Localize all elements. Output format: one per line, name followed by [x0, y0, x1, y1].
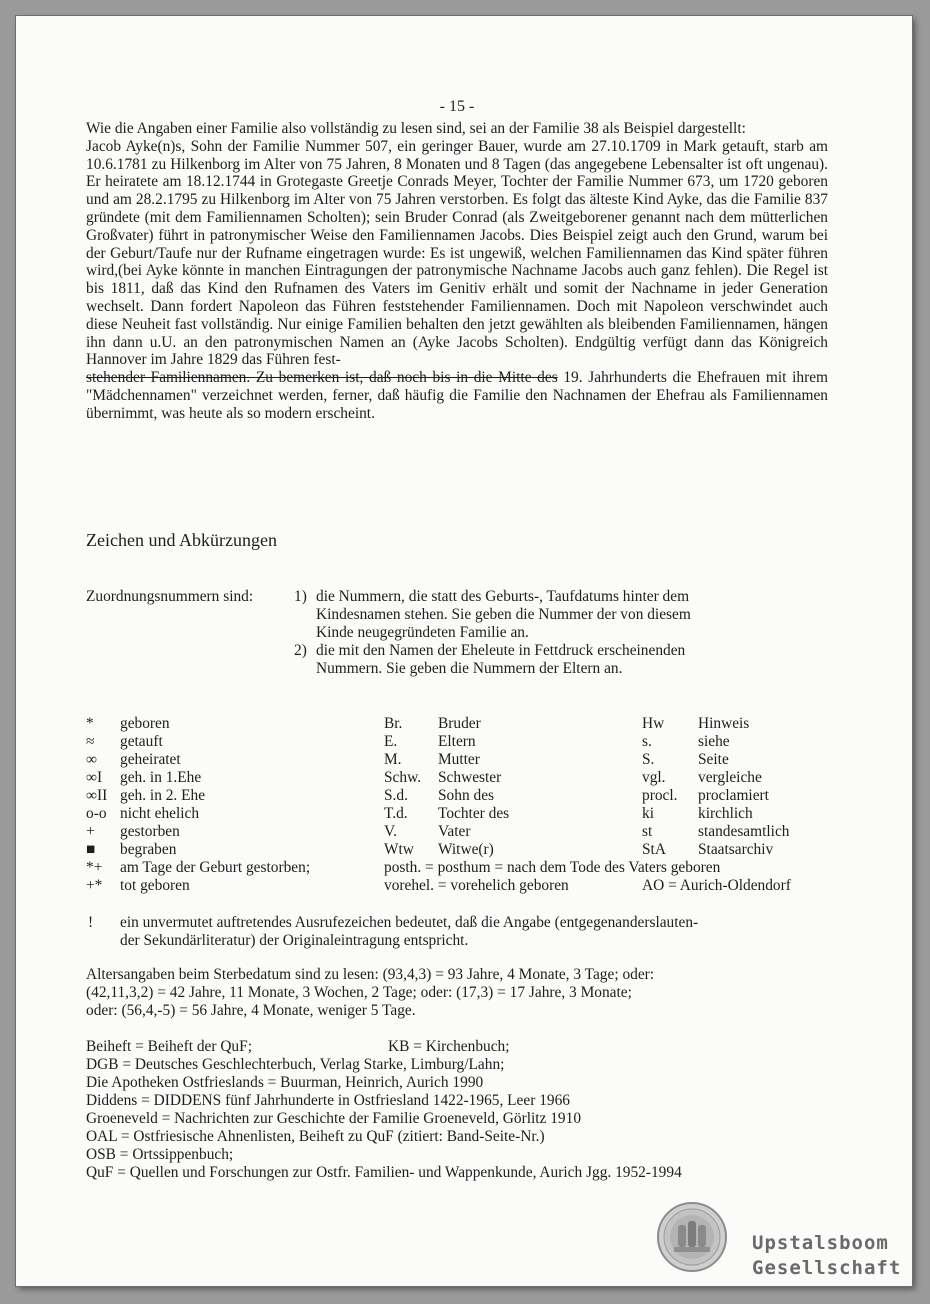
abbreviation-meaning: Witwe(r): [438, 841, 494, 858]
abbreviation-row: [86, 877, 828, 895]
genealogy-symbol: *+: [86, 859, 103, 876]
abbreviation: Hw: [642, 715, 665, 732]
assignment-item-number: 1): [294, 588, 307, 605]
intro-example-text: Jacob Ayke(n)s, Sohn der Familie Nummer 507, ein geringer Bauer, wurde am 27.10.1709 in Mark getauft, starb am 10.6.1781 zu Hilkenborg im Alter von 75 Jahren, 8 Monaten und 8 Tagen (das angegebene Lebensalter ist oft ungenau). Er heiratete am 18.12.1744 in Grotegaste Greetje Conrads Meyer, Tochter der Familie Nummer 673, um 1720 geboren und am 28.2.1795 zu Hilkenborg im Alter von 75 Jahren verstorben. Es folgt das älteste Kind Ayke, das die Familie 837 gründete (mit dem Familiennamen Scholten); sein Bruder Conrad (als Zweitgeborener genannt nach dem mütterlichen Großvater) führt in patronymischer Weise den Familiennamen Jacobs. Dies Beispiel zeigt auch den Grund, warum bei der Geburt/Taufe nur der Rufname eingetragen wurde: Es ist ungewiß, welchen Familiennamen das Kind später führen wird,(bei Ayke könnte in manchen Eintragungen der patronymische Nachname Jacobs auch ganz fehlen). Die Regel ist bis 1811, daß das Kind den Rufnamen des Vaters im Genitiv erhält und somit der Nachname in jeder Generation wechselt. Dann fordert Napoleon das Führen feststehender Familiennamen. Doch mit Napoleon verschwindet auch diese Neuheit fast vollständig. Nur einige Familien behalten den jetzt gewählten als bleibenden Familiennamen, hängen ihn dann u.U. an den patronymischen Namen an (Ayke Jacobs Scholten). Endgültig verfügt dann das Königreich Hannover im Jahre 1829 das Führen fest-: [86, 137, 828, 369]
exclamation-line: ein unvermutet auftretendes Ausrufezeichen bedeutet, daß die Angabe (entgegenanderslauten-: [120, 914, 699, 931]
abbreviation: S.d.: [384, 787, 408, 804]
assignment-line: die Nummern, die statt des Geburts-, Taufdatums hinter dem: [316, 588, 690, 605]
age-line: (42,11,3,2) = 42 Jahre, 11 Monate, 3 Wochen, 2 Tage; oder: (17,3) = 17 Jahre, 3 Monate;: [86, 984, 632, 1001]
abbreviation: s.: [642, 733, 652, 750]
assignment-item-text: [316, 588, 806, 642]
abbreviation-row: [86, 769, 828, 787]
literature-text: Beiheft = Beiheft der QuF;: [86, 1038, 252, 1055]
abbreviation: vorehel. = vorehelich geboren: [384, 877, 569, 894]
symbol-meaning: begraben: [120, 841, 177, 858]
genealogy-symbol: ≈: [86, 733, 95, 750]
symbol-meaning: geboren: [120, 715, 170, 732]
abbreviation: Schw.: [384, 769, 422, 786]
abbreviation-meaning: Bruder: [438, 715, 481, 732]
symbol-meaning: geheiratet: [120, 751, 181, 768]
genealogy-symbol: ∞II: [86, 787, 108, 804]
symbol-meaning: am Tage der Geburt gestorben;: [120, 859, 311, 876]
abbreviation-meaning: Tochter des: [438, 805, 510, 822]
symbol-meaning: gestorben: [120, 823, 180, 840]
abbreviation-meaning: Staatsarchiv: [698, 841, 774, 858]
society-name-line: Gesellschaft: [752, 1257, 902, 1279]
abbreviation-meaning: Mutter: [438, 751, 480, 768]
genealogy-symbol: *: [86, 715, 94, 732]
symbol-meaning: geh. in 1.Ehe: [120, 769, 202, 786]
age-line: oder: (56,4,-5) = 56 Jahre, 4 Monate, weniger 5 Tage.: [86, 1002, 416, 1019]
genealogy-symbol: +: [86, 823, 95, 840]
abbreviation: M.: [384, 751, 402, 768]
literature-entry: Groeneveld = Nachrichten zur Geschichte der Familie Groeneveld, Görlitz 1910: [86, 1110, 582, 1127]
abbreviation-row: [86, 841, 828, 859]
literature-entry: QuF = Quellen und Forschungen zur Ostfr. Familien- und Wappenkunde, Aurich Jgg. 1952-1994: [86, 1164, 682, 1181]
abbreviation: AO = Aurich-Oldendorf: [642, 877, 791, 894]
exclamation-line: der Sekundärliteratur) der Originaleintragung entspricht.: [120, 932, 469, 949]
assignment-label: Zuordnungsnummern sind:: [86, 588, 254, 605]
abbreviation-row: [86, 805, 828, 823]
symbol-meaning: tot geboren: [120, 877, 190, 894]
intro-paragraph: [86, 120, 828, 423]
abbreviation: st: [642, 823, 653, 840]
abbreviation: T.d.: [384, 805, 408, 822]
literature-entry: Diddens = DIDDENS fünf Jahrhunderte in Ostfriesland 1422-1965, Leer 1966: [86, 1092, 570, 1109]
abbreviation-row: [86, 787, 828, 805]
symbol-meaning: nicht ehelich: [120, 805, 200, 822]
section-title: Zeichen und Abkürzungen: [86, 530, 277, 550]
genealogy-symbol: +*: [86, 877, 103, 894]
abbreviation: Wtw: [384, 841, 414, 858]
abbreviation: vgl.: [642, 769, 666, 786]
literature-text: KB = Kirchenbuch;: [388, 1038, 510, 1055]
abbreviation-row: [86, 715, 828, 733]
abbreviation-meaning: siehe: [698, 733, 730, 750]
society-name: [752, 1231, 912, 1281]
assignment-line: Kinde neugegründeten Familie an.: [316, 624, 529, 641]
abbreviation-row: [86, 823, 828, 841]
literature-entry: Die Apotheken Ostfrieslands = Buurman, Heinrich, Aurich 1990: [86, 1074, 484, 1091]
literature-entry: OAL = Ostfriesische Ahnenlisten, Beiheft zu QuF (zitiert: Band-Seite-Nr.): [86, 1128, 545, 1145]
abbreviation-meaning: Vater: [438, 823, 471, 840]
abbreviation-row: [86, 733, 828, 751]
assignment-line: Kindesnamen stehen. Sie geben die Nummer der von diesem: [316, 606, 691, 623]
genealogy-symbol: ∞I: [86, 769, 103, 786]
intro-lead: Wie die Angaben einer Familie also vollständig zu lesen sind, sei an der Familie 38 als Beispiel dargestellt:: [86, 120, 746, 137]
abbreviation-meaning: Sohn des: [438, 787, 495, 804]
abbreviation-meaning: proclamiert: [698, 787, 769, 804]
society-seal-icon: [656, 1201, 728, 1273]
assignment-line: die mit den Namen der Eheleute in Fettdruck erscheinenden: [316, 642, 686, 659]
literature-entry: DGB = Deutsches Geschlechterbuch, Verlag Starke, Limburg/Lahn;: [86, 1056, 505, 1073]
abbreviation: posth. = posthum = nach dem Tode des Vaters geboren: [384, 859, 721, 876]
exclamation-text: [120, 914, 820, 950]
abbreviation-meaning: kirchlich: [698, 805, 753, 822]
exclamation-symbol: !: [88, 914, 94, 931]
abbreviation-meaning: standesamtlich: [698, 823, 790, 840]
intro-example: [86, 138, 828, 423]
genealogy-symbol: ∞: [86, 751, 97, 768]
abbreviation: V.: [384, 823, 397, 840]
abbreviation: E.: [384, 733, 398, 750]
genealogy-symbol: o-o: [86, 805, 107, 822]
abbreviation-meaning: vergleiche: [698, 769, 762, 786]
abbreviation: procl.: [642, 787, 678, 804]
age-line: Altersangaben beim Sterbedatum sind zu lesen: (93,4,3) = 93 Jahre, 4 Monate, 3 Tage; oder:: [86, 966, 655, 983]
symbol-meaning: getauft: [120, 733, 163, 750]
abbreviation: ki: [642, 805, 654, 822]
document-page: [16, 16, 912, 1286]
page-number: - 15 -: [439, 98, 475, 115]
intro-example-end: 19. Jahrhunderts die Ehefrauen mit ihrem "Mädchennamen" verzeichnet werden, ferner, daß häufig die Familie den Nachnamen der Ehefrau als Familiennamen übernimmt, was heute als so modern erscheint.: [86, 369, 828, 422]
abbreviation-row: [86, 859, 828, 877]
assignment-item-number: 2): [294, 642, 307, 659]
abbreviation-row: [86, 751, 828, 769]
assignment-item-text: [316, 642, 806, 678]
society-name-line: Upstalsboom: [752, 1232, 889, 1254]
abbreviation-meaning: Eltern: [438, 733, 476, 750]
age-notation-paragraph: [86, 966, 828, 1020]
literature-entry: OSB = Ortssippenbuch;: [86, 1146, 234, 1163]
symbol-meaning: geh. in 2. Ehe: [120, 787, 206, 804]
abbreviation-meaning: Seite: [698, 751, 729, 768]
abbreviation-meaning: Schwester: [438, 769, 502, 786]
struck-text: stehender Familiennamen. Zu bemerken ist, daß noch bis in die Mitte des: [86, 369, 558, 387]
abbreviation-meaning: Hinweis: [698, 715, 750, 732]
literature-entry: [86, 1038, 510, 1056]
assignment-line: Nummern. Sie geben die Nummern der Eltern an.: [316, 660, 623, 677]
abbreviation: S.: [642, 751, 655, 768]
abbreviation: Br.: [384, 715, 403, 732]
genealogy-symbol: ■: [86, 841, 96, 858]
abbreviation: StA: [642, 841, 666, 858]
